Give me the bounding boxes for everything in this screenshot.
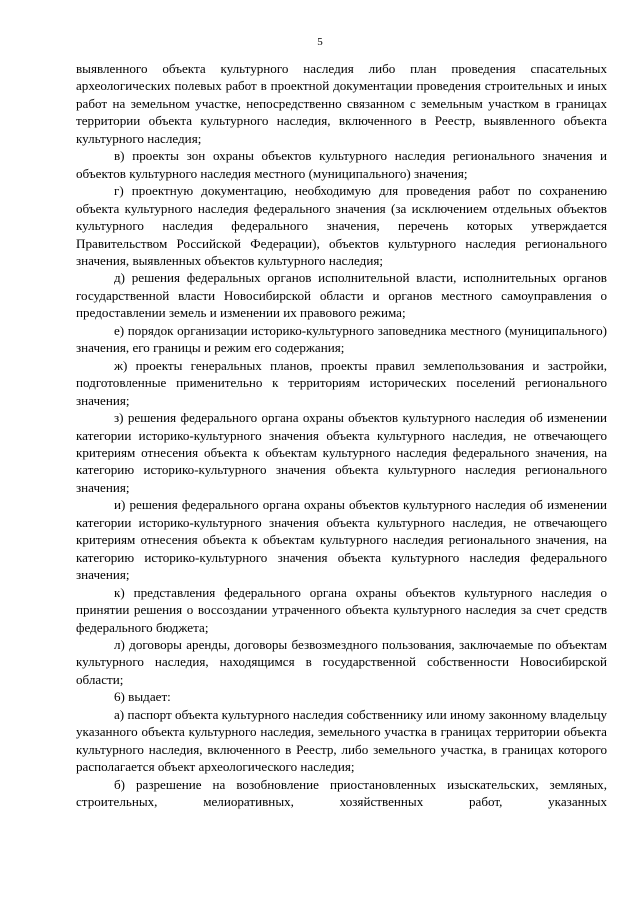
- paragraph-item-a: а) паспорт объекта культурного наследия собственнику или иному законному владельцу указанного объекта культурного наследия, земельного участка в границах территории объекта культурного наследия, включенного в Реестр, либо земельного участка, в границах которого располагается объект археологического наследия;: [76, 706, 607, 775]
- document-body: [76, 60, 607, 810]
- paragraph-item-i: и) решения федерального органа охраны объектов культурного наследия об изменении категории историко-культурного значения объекта культурного наследия, не отвечающего критериям отнесения объекта к объектам культурного наследия регионального значения, на категорию историко-культурного значения объекта культурного наследия федерального значения;: [76, 497, 607, 583]
- paragraph-item-g: г) проектную документацию, необходимую для проведения работ по сохранению объекта культурного наследия федерального значения (за исключением отдельных объектов культурного наследия федерального значения, перечень которых утверждается Правительством Российской Федерации), объектов культурного наследия регионального значения, выявленных объектов культурного наследия;: [76, 183, 607, 268]
- paragraph-continuation: выявленного объекта культурного наследия либо план проведения спасательных археологических полевых работ в проектной документации проведения строительных и иных работ на земельном участке, непосредственно связанном с земельным участком в границах территории объекта культурного наследия, включенного в Реестр, выявленного объекта культурного наследия;: [76, 61, 607, 146]
- paragraph-item-e: е) порядок организации историко-культурного заповедника местного (муниципального) значения, его границы и режим его содержания;: [76, 322, 607, 356]
- paragraph-item-b: б) разрешение на возобновление приостановленных изыскательских, земляных, строительных, мелиоративных, хозяйственных работ, указанных: [76, 776, 607, 810]
- page-number: 5: [317, 36, 323, 48]
- paragraph-item-z: з) решения федерального органа охраны объектов культурного наследия об изменении категории историко-культурного значения объекта культурного наследия, не отвечающего критериям отнесения объекта к объектам культурного наследия федерального значения, на категорию историко-культурного значения объекта культурного наследия регионального значения;: [76, 410, 607, 495]
- paragraph-item-zh: ж) проекты генеральных планов, проекты правил землепользования и застройки, подготовленные применительно к территориям исторических поселений регионального значения;: [76, 357, 607, 408]
- paragraph-item-d: д) решения федеральных органов исполнительной власти, исполнительных органов государственной власти Новосибирской области и органов местного самоуправления о предоставлении земель и изменении их правового режима;: [76, 270, 607, 321]
- paragraph-item-6: 6) выдает:: [114, 689, 171, 705]
- paragraph-item-l: л) договоры аренды, договоры безвозмездного пользования, заключаемые по объектам культурного наследия, находящимся в государственной собственности Новосибирской области;: [76, 636, 607, 687]
- paragraph-item-k: к) представления федерального органа охраны объектов культурного наследия о принятии решения о воссоздании утраченного объекта культурного наследия за счет средств федерального бюджета;: [76, 584, 607, 635]
- paragraph-item-v: в) проекты зон охраны объектов культурного наследия регионального значения и объектов культурного наследия местного (муниципального) значения;: [76, 148, 607, 181]
